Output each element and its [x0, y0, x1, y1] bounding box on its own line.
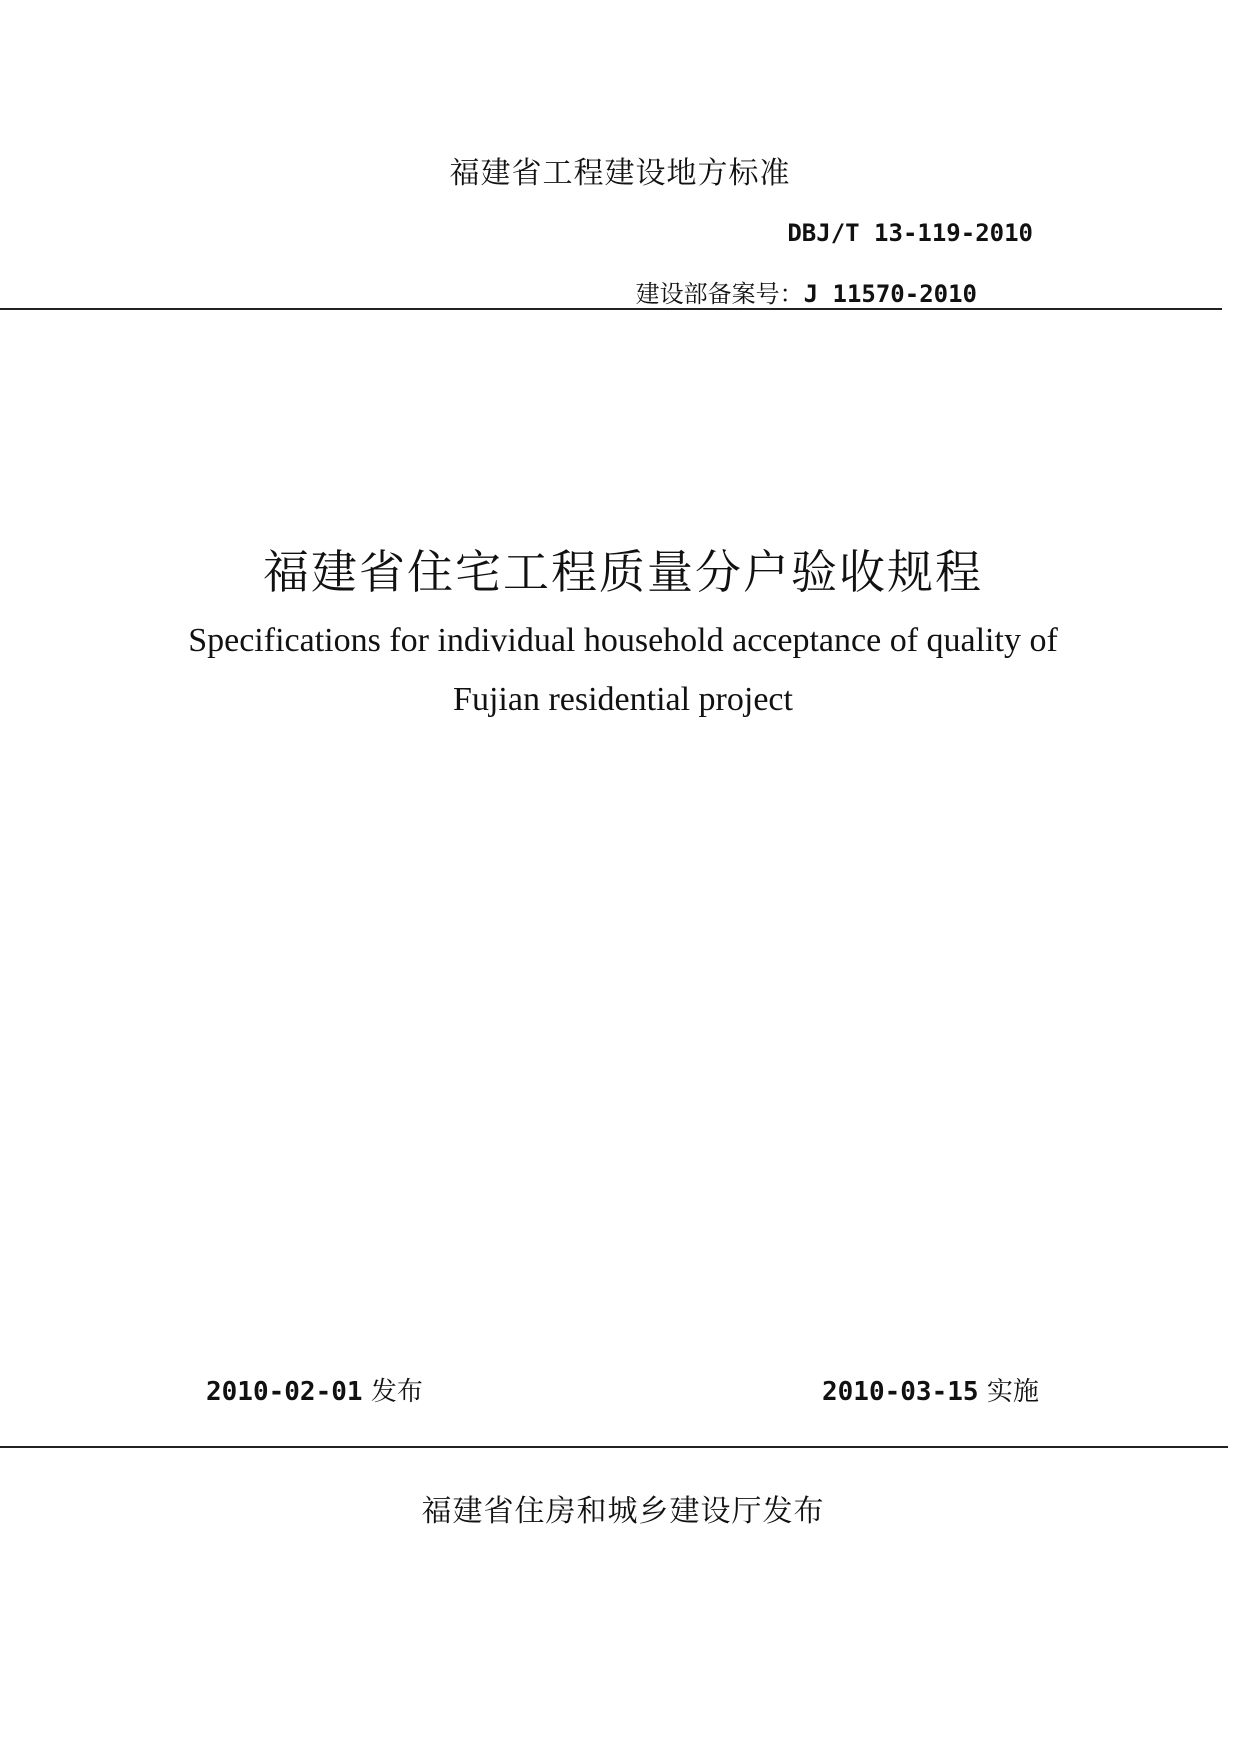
bottom-divider — [0, 1446, 1228, 1448]
issue-label: 发布 — [370, 1377, 423, 1407]
publisher: 福建省住房和城乡建设厅发布 — [421, 1494, 825, 1529]
standard-code: DBJ/T 13-119-2010 — [787, 219, 1033, 247]
document-title-english-line-2: Fujian residential project — [453, 681, 793, 718]
standard-type: 福建省工程建设地方标准 — [449, 156, 791, 191]
document-title-chinese: 福建省住宅工程质量分户验收规程 — [263, 545, 983, 599]
implementation-date-line — [822, 1371, 1039, 1408]
filing-label: 建设部备案号： — [635, 280, 804, 308]
filing-number: J 11570-2010 — [803, 280, 977, 308]
top-divider — [0, 308, 1222, 310]
filing-number-line — [636, 274, 977, 309]
issue-date-line — [206, 1371, 423, 1408]
implementation-date: 2010-03-15 — [822, 1377, 979, 1407]
issue-date: 2010-02-01 — [206, 1377, 363, 1407]
document-title-english-line-1: Specifications for individual household acceptance of quality of — [188, 622, 1058, 659]
implementation-label: 实施 — [986, 1377, 1039, 1407]
